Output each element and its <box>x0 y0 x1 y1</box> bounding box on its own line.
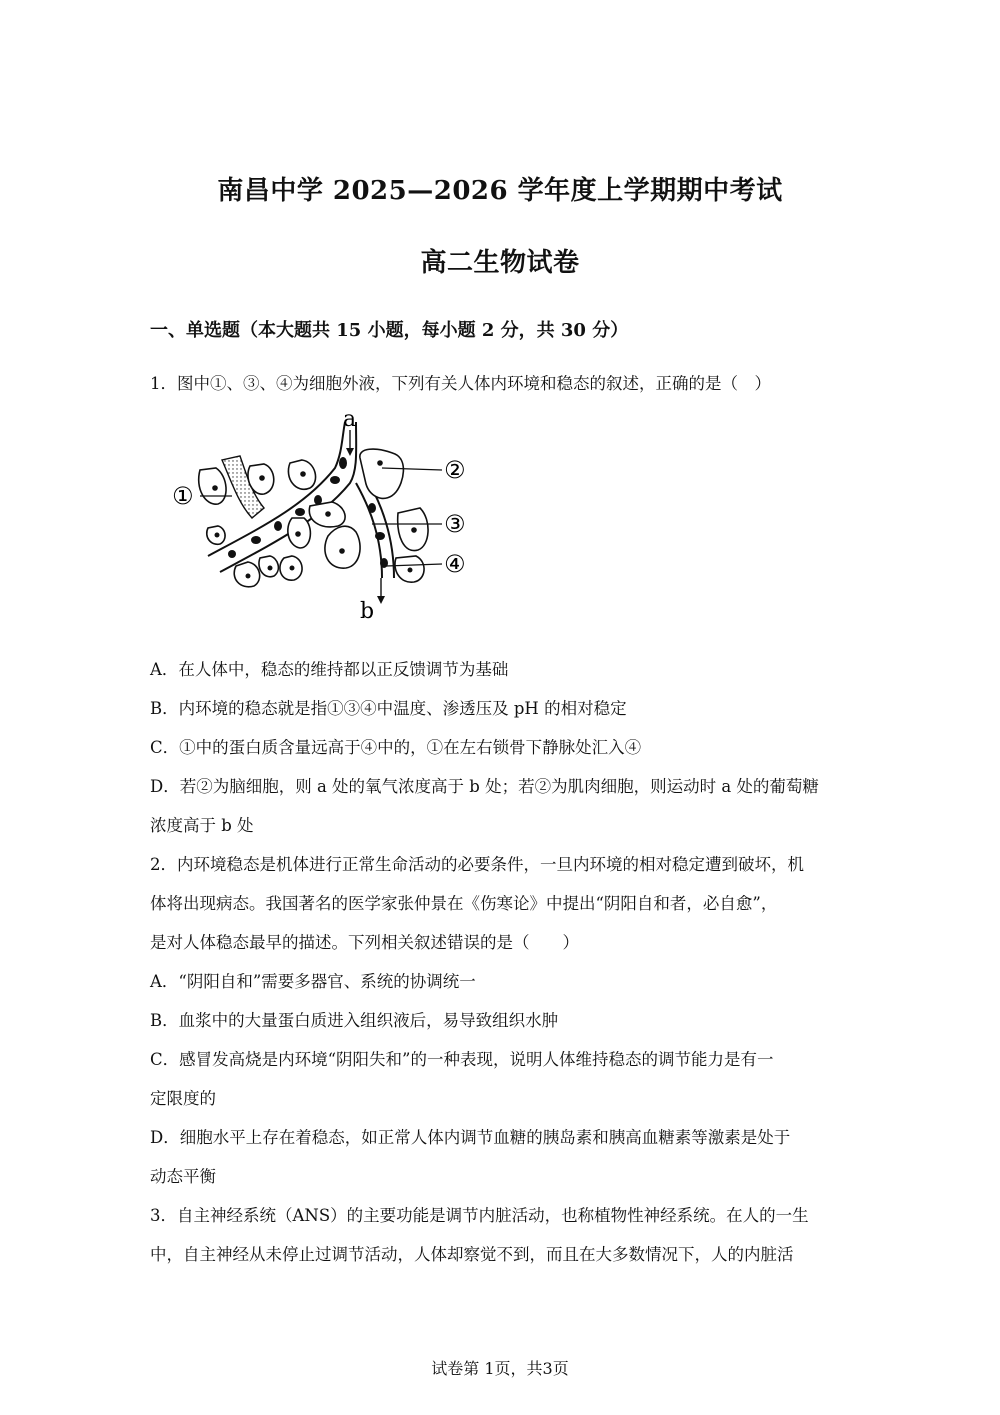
question-1-stem: 1．图中①、③、④为细胞外液，下列有关人体内环境和稳态的叙述，正确的是（ ） <box>150 374 771 393</box>
q2-option-c-cont: 定限度的 <box>150 1089 216 1108</box>
q2-option-c: C．感冒发高烧是内环境“阴阳失和”的一种表现，说明人体维持稳态的调节能力是有一 <box>150 1050 774 1069</box>
q2-option-d-cont: 动态平衡 <box>150 1167 216 1186</box>
question-2-stem: 2．内环境稳态是机体进行正常生命活动的必要条件，一旦内环境的相对稳定遭到破坏，机 <box>150 855 804 874</box>
exam-subtitle: 高二生物试卷 <box>420 248 580 278</box>
question-3-stem-2: 中，自主神经从未停止过调节活动，人体却察觉不到，而且在大多数情况下，人的内脏活 <box>150 1245 794 1264</box>
q1-option-b: B．内环境的稳态就是指①③④中温度、渗透压及 pH 的相对稳定 <box>150 699 627 718</box>
label-circle-2: ② <box>444 456 466 484</box>
label-b: b <box>360 599 375 624</box>
page-footer: 试卷第 1页，共3页 <box>431 1359 569 1378</box>
q1-option-c: C．①中的蛋白质含量远高于④中的，①在左右锁骨下静脉处汇入④ <box>150 738 642 757</box>
exam-title: 南昌中学 2025—2026 学年度上学期期中考试 <box>217 176 783 206</box>
q1-option-d: D．若②为脑细胞，则 a 处的氧气浓度高于 b 处；若②为肌肉细胞，则运动时 a 处的葡萄糖 <box>150 777 819 796</box>
question-2-stem-3: 是对人体稳态最早的描述。下列相关叙述错误的是（ ） <box>150 933 579 952</box>
q2-option-a: A．“阴阳自和”需要多器官、系统的协调统一 <box>150 972 476 991</box>
question-3-stem: 3．自主神经系统（ANS）的主要功能是调节内脏活动，也称植物性神经系统。在人的一生 <box>150 1206 809 1225</box>
q2-option-b: B．血浆中的大量蛋白质进入组织液后，易导致组织水肿 <box>150 1011 559 1030</box>
section-heading: 一、单选题（本大题共 15 小题，每小题 2 分，共 30 分） <box>150 320 629 341</box>
q1-option-d-cont: 浓度高于 b 处 <box>150 816 254 835</box>
q1-option-a: A．在人体中，稳态的维持都以正反馈调节为基础 <box>150 660 509 679</box>
label-circle-4: ④ <box>444 550 466 578</box>
label-circle-1: ① <box>172 482 194 510</box>
tissue-diagram <box>160 408 480 628</box>
label-circle-3: ③ <box>444 510 466 538</box>
label-a: a <box>343 408 357 432</box>
q2-option-d: D．细胞水平上存在着稳态，如正常人体内调节血糖的胰岛素和胰高血糖素等激素是处于 <box>150 1128 791 1147</box>
question-2-stem-2: 体将出现病态。我国著名的医学家张仲景在《伤寒论》中提出“阴阳自和者，必自愈”， <box>150 894 778 913</box>
